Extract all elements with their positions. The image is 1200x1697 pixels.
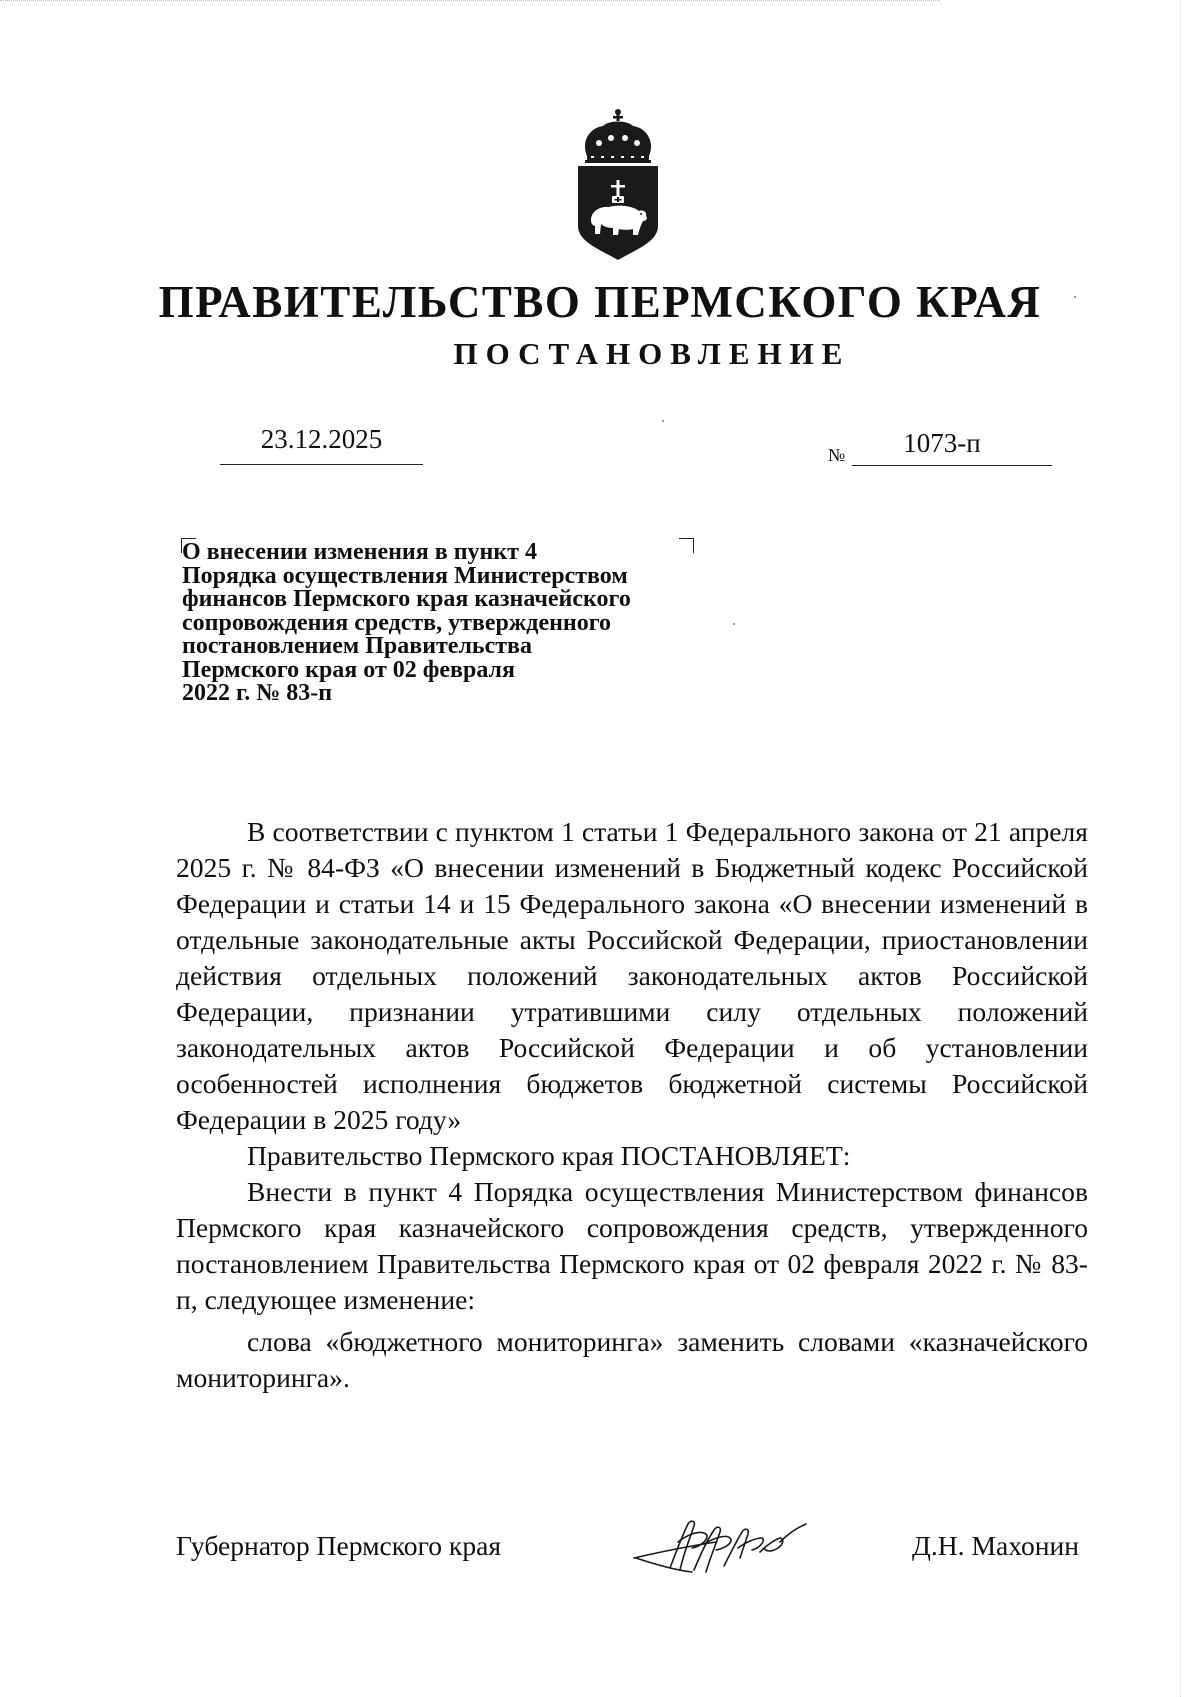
scan-speck	[662, 420, 664, 422]
subject-line: финансов Пермского края казначейского	[182, 586, 631, 612]
scan-speck	[1074, 296, 1076, 298]
document-date: 23.12.2025	[260, 424, 383, 454]
subject-line: постановлением Правительства	[182, 633, 533, 659]
preamble-paragraph: В соответствии с пунктом 1 статьи 1 Федерального закона от 21 апреля 2025 г. № 84-ФЗ «О внесении изменений в Бюджетный кодекс Российской Федерации и статьи 14 и 15 Федерального закона «О внесении изменений в отдельные законодательные акты Российской Федерации, приостановлении действия отдельных положений законодательных актов Российской Федерации, признании утратившими силу отдельных положений законодательных актов Российской Федерации и об установлении особенностей исполнения бюджетов бюджетной системы Российской Федерации в 2025 году»	[176, 816, 1088, 1135]
scan-edge-top	[0, 0, 940, 2]
amendment-paragraph: Внести в пункт 4 Порядка осуществления Министерством финансов Пермского края казначейского сопровождения средств, утвержденного постановлением Правительства Пермского края от 02 февраля 2022 г. № 83-п, следующее изменение:	[176, 1176, 1088, 1315]
subject-line: Пермского края от 02 февраля	[182, 656, 515, 683]
resolution-paragraph: Правительство Пермского края ПОСТАНОВЛЯЕТ:	[247, 1140, 851, 1171]
handwritten-signature	[630, 1512, 810, 1578]
issuing-authority: ПРАВИТЕЛЬСТВО ПЕРМСКОГО КРАЯ	[158, 277, 1042, 327]
document-type: ПОСТАНОВЛЕНИЕ	[453, 336, 851, 371]
number-sign: №	[828, 445, 846, 465]
subject-line: Порядка осуществления Министерством	[182, 562, 628, 589]
scan-edge-right	[1180, 0, 1182, 1697]
scan-speck	[733, 623, 735, 625]
subject-line: 2022 г. № 83-п	[182, 680, 333, 706]
date-field	[220, 424, 423, 465]
replacement-paragraph: слова «бюджетного мониторинга» заменить словами «казначейского мониторинга».	[176, 1326, 1088, 1393]
document-subject	[182, 541, 702, 706]
subject-line: сопровождения средств, утвержденного	[182, 609, 612, 636]
signatory-position: Губернатор Пермского края	[176, 1530, 502, 1561]
subject-line: О внесении изменения в пункт 4	[182, 539, 537, 565]
coat-of-arms-emblem	[575, 108, 661, 260]
number-field	[852, 428, 1052, 466]
signature-block	[0, 1530, 1200, 1580]
document-number: 1073-п	[903, 428, 981, 458]
signatory-name: Д.Н. Махонин	[912, 1530, 1080, 1561]
document-body	[176, 814, 1088, 1396]
